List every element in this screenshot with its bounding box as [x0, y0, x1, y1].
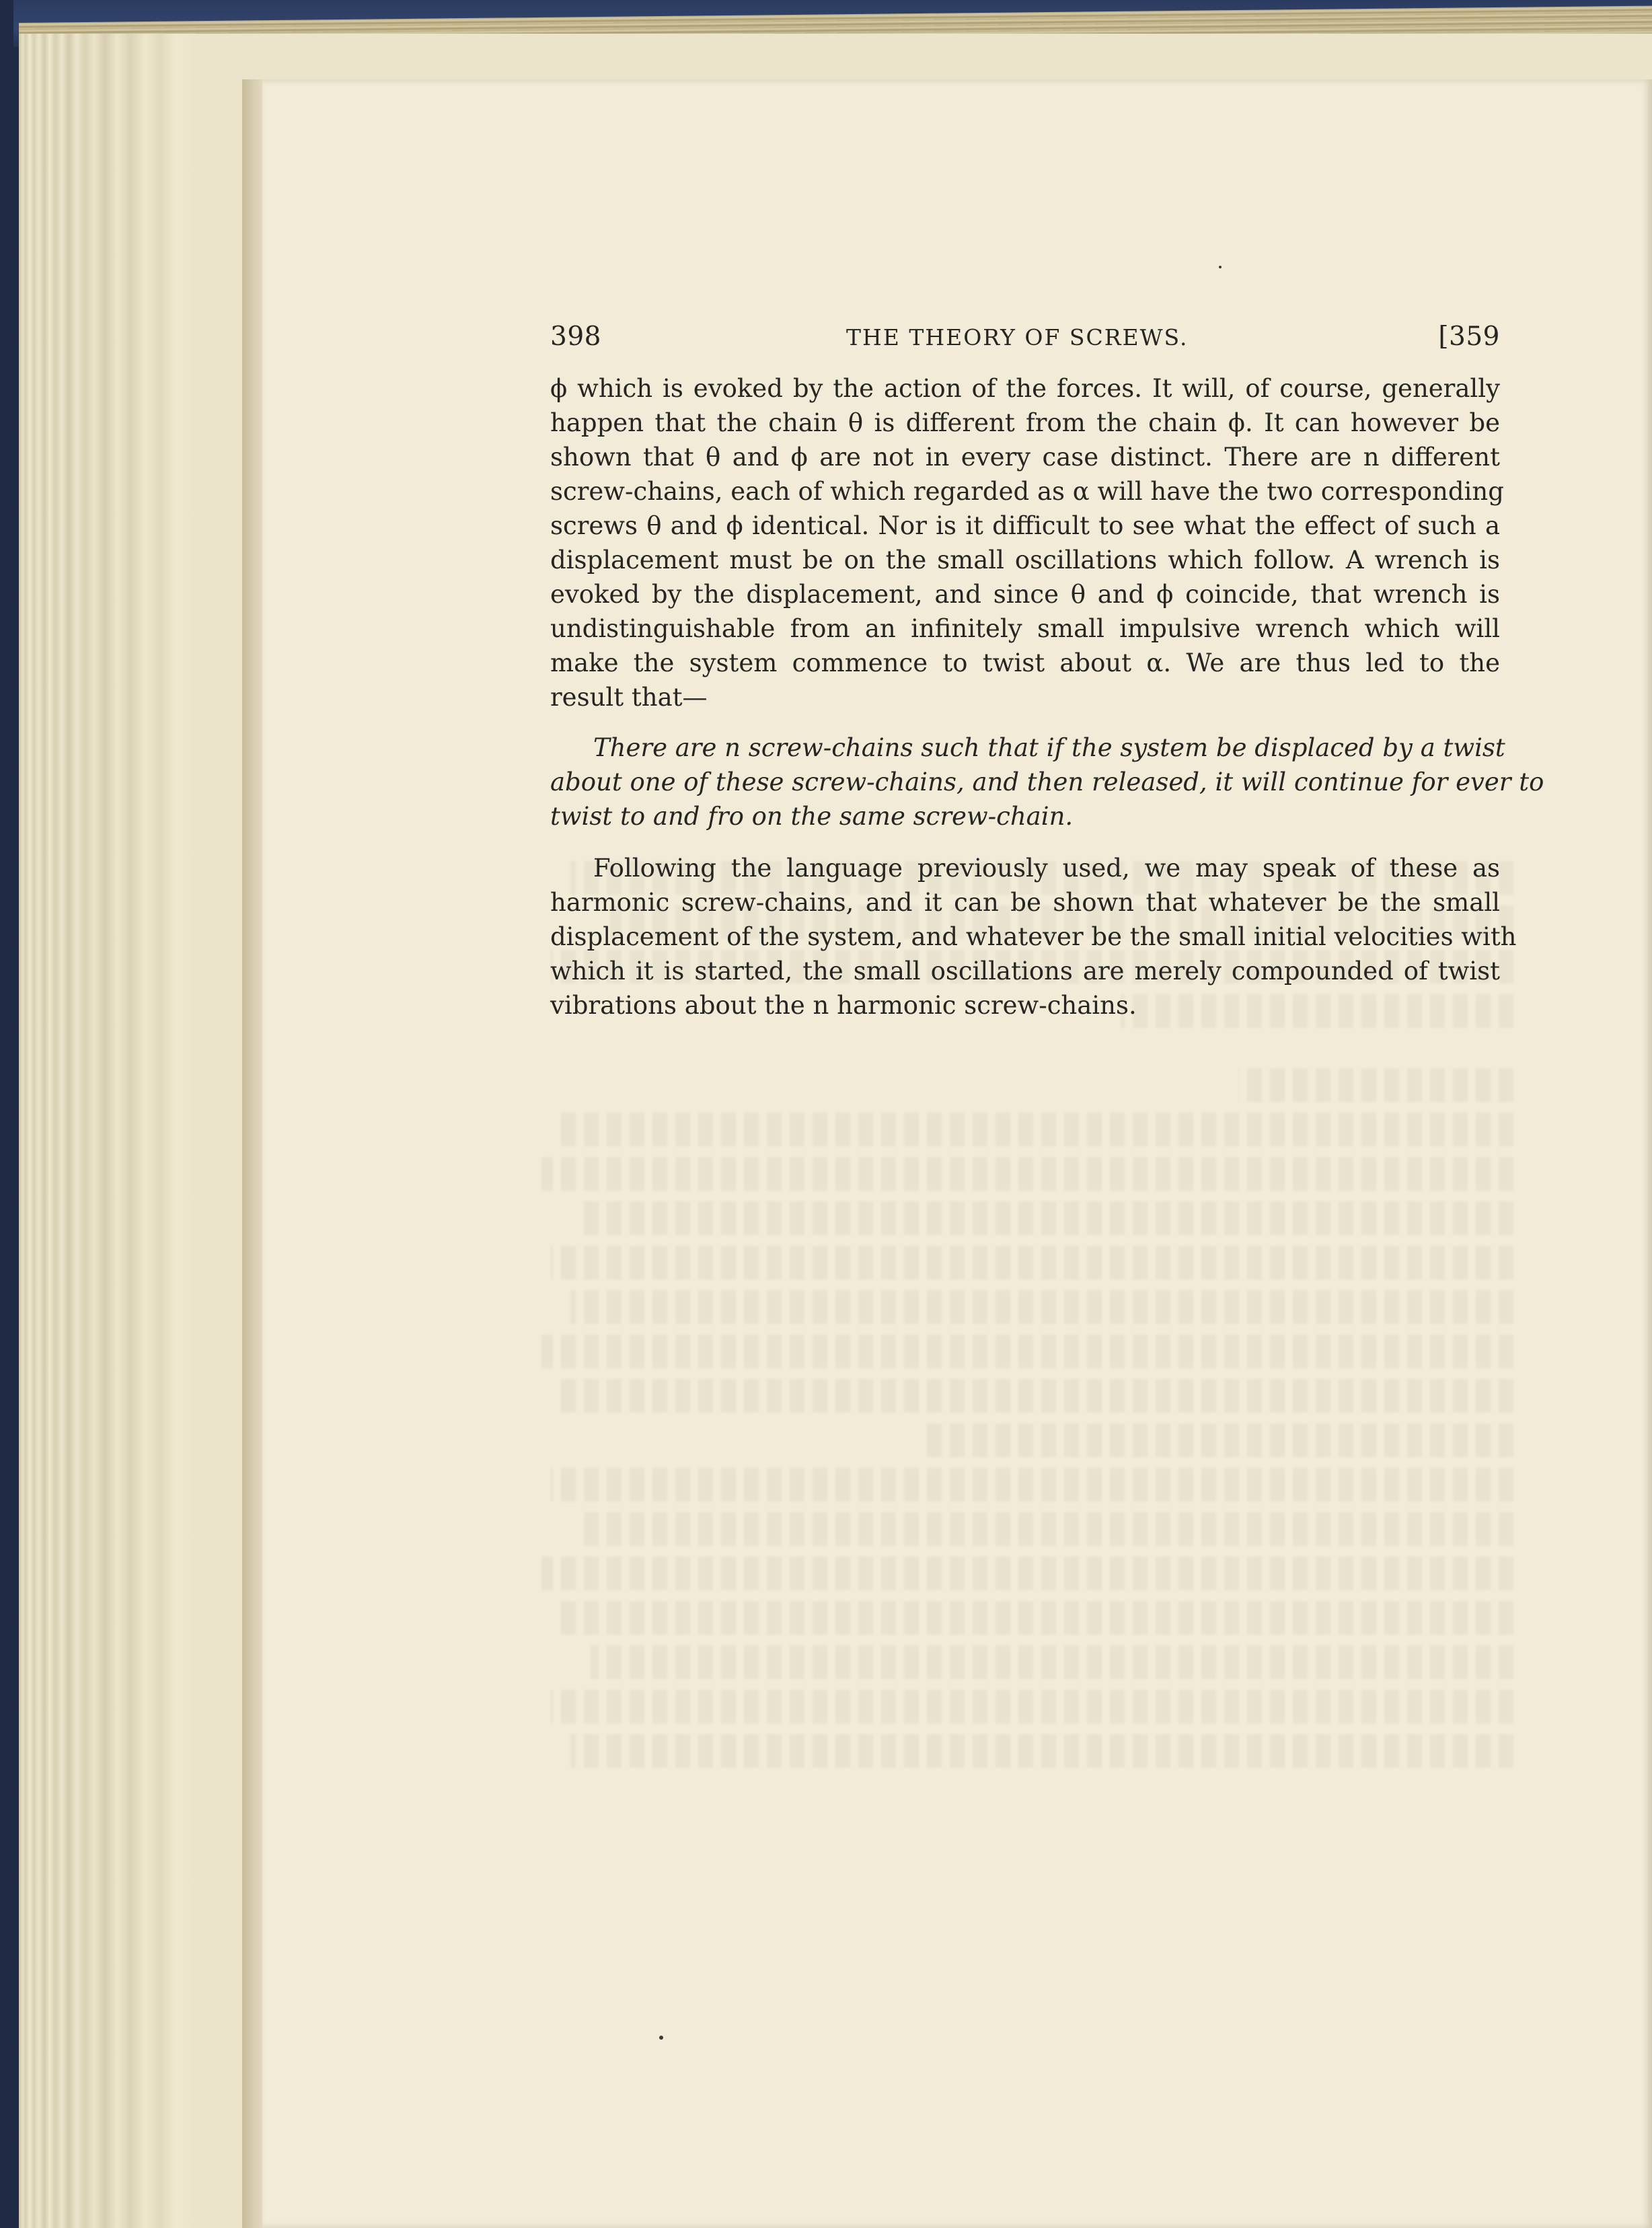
text-line: Following the language previously used, we may speak of these as	[593, 854, 1500, 883]
text-line: shown that θ and ϕ are not in every case distinct. There are n different	[550, 443, 1500, 472]
text-line: vibrations about the n harmonic screw-chains.	[550, 991, 1137, 1020]
text-line: harmonic screw-chains, and it can be shown that whatever be the small	[550, 888, 1500, 917]
running-title: THE THEORY OF SCREWS.	[846, 324, 1189, 350]
text-line: which it is started, the small oscillations are merely compounded of twist	[550, 957, 1500, 986]
paper-speck	[659, 2036, 663, 2040]
text-line: about one of these screw-chains, and then released, it will continue for ever to	[550, 768, 1544, 796]
page-text	[550, 322, 1544, 1023]
text-line: displacement of the system, and whatever be the small initial velocities with	[550, 922, 1517, 951]
text-line: ϕ which is evoked by the action of the forces. It will, of course, generally	[550, 374, 1500, 403]
text-line: There are n screw-chains such that if the system be displaced by a twist	[593, 733, 1505, 762]
text-line: happen that the chain θ is different from the chain ϕ. It can however be	[550, 408, 1500, 437]
section-reference: [359	[1438, 322, 1500, 352]
paragraph-harmonic-screw-chains	[550, 851, 1517, 1023]
text-line: evoked by the displacement, and since θ and ϕ coincide, that wrench is	[550, 580, 1500, 609]
text-line: displacement must be on the small oscillations which follow. A wrench is	[550, 546, 1500, 574]
text-line: twist to and fro on the same screw-chain.	[550, 802, 1074, 831]
running-head	[550, 322, 1500, 362]
text-line: screws θ and ϕ identical. Nor is it difficult to see what the effect of such a	[550, 511, 1500, 540]
text-line: screw-chains, each of which regarded as α will have the two corresponding	[550, 477, 1504, 506]
page-number: 398	[550, 322, 601, 352]
text-line: make the system commence to twist about α. We are thus led to the	[550, 648, 1500, 677]
text-line: result that—	[550, 683, 708, 712]
paper-speck	[1219, 266, 1222, 268]
text-line: undistinguishable from an infinitely small impulsive wrench which will	[550, 614, 1500, 643]
theorem-statement	[550, 731, 1544, 833]
paragraph-continuation	[550, 371, 1504, 714]
